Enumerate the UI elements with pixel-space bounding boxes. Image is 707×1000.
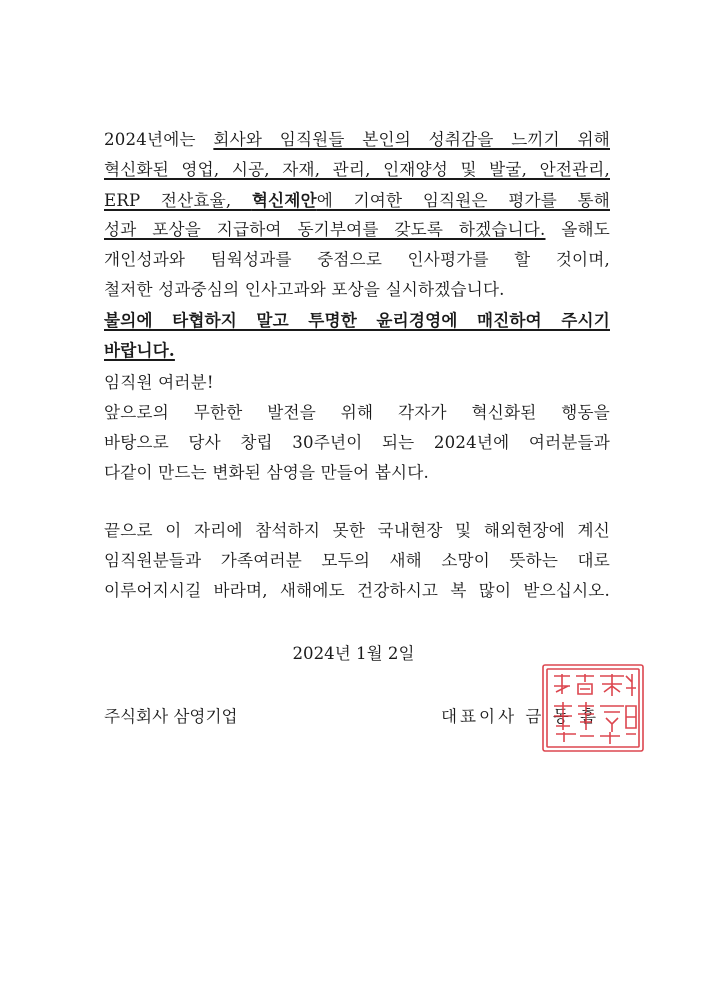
text-span: 2024년에는 (104, 130, 214, 149)
line (104, 125, 610, 155)
bold-underlined-text: 바랍니다. (104, 340, 175, 360)
paragraph-address (104, 368, 610, 488)
underlined-text: 성과 포상을 지급하여 동기부여를 갖도록 하겠습니다. (104, 220, 546, 239)
text-span: 올해도 (545, 220, 610, 239)
line: 임직원분들과 가족여러분 모두의 새해 소망이 뜻하는 대로 (104, 551, 610, 570)
line: 다같이 만드는 변화된 삼영을 만들어 봅시다. (104, 463, 429, 482)
line (104, 335, 610, 365)
line (104, 215, 610, 245)
underlined-text: ERP 전산효율, (104, 191, 252, 210)
company-name: 주식회사 삼영기업 (104, 707, 238, 726)
line (104, 185, 610, 215)
paragraph-performance (104, 125, 610, 365)
letter-date: 2024년 1월 2일 (292, 644, 415, 663)
ceo-signature-line: 대표이사 금 동 흠 (441, 707, 600, 726)
line: 바탕으로 당사 창립 30주년이 되는 2024년에 여러분들과 (104, 433, 610, 452)
underlined-text: 에 기여한 임직원은 평가를 통해 (316, 191, 610, 210)
bold-underlined-line: 불의에 타협하지 말고 투명한 윤리경영에 매진하여 주시기 (104, 310, 610, 330)
bold-underlined-text: 혁신제안 (251, 190, 317, 210)
line: 개인성과와 팀웍성과를 중점으로 인사평가를 할 것이며, (104, 250, 610, 269)
company-seal-icon (540, 662, 646, 754)
line: 혁신화된 영업, 시공, 자재, 관리, 인재양성 및 발굴, 안전관리, (104, 160, 610, 179)
line: 앞으로의 무한한 발전을 위해 각자가 혁신화된 행동을 (104, 403, 610, 422)
greeting: 임직원 여러분! (104, 373, 214, 392)
paragraph-closing (104, 516, 610, 606)
underlined-text: 회사와 임직원들 본인의 성취감을 느끼기 위해 (213, 130, 610, 149)
line: 철저한 성과중심의 인사고과와 포상을 실시하겠습니다. (104, 280, 505, 299)
line: 끝으로 이 자리에 참석하지 못한 국내현장 및 해외현장에 계신 (104, 521, 610, 540)
line: 이루어지시길 바라며, 새해에도 건강하시고 복 많이 받으십시오. (104, 581, 610, 600)
